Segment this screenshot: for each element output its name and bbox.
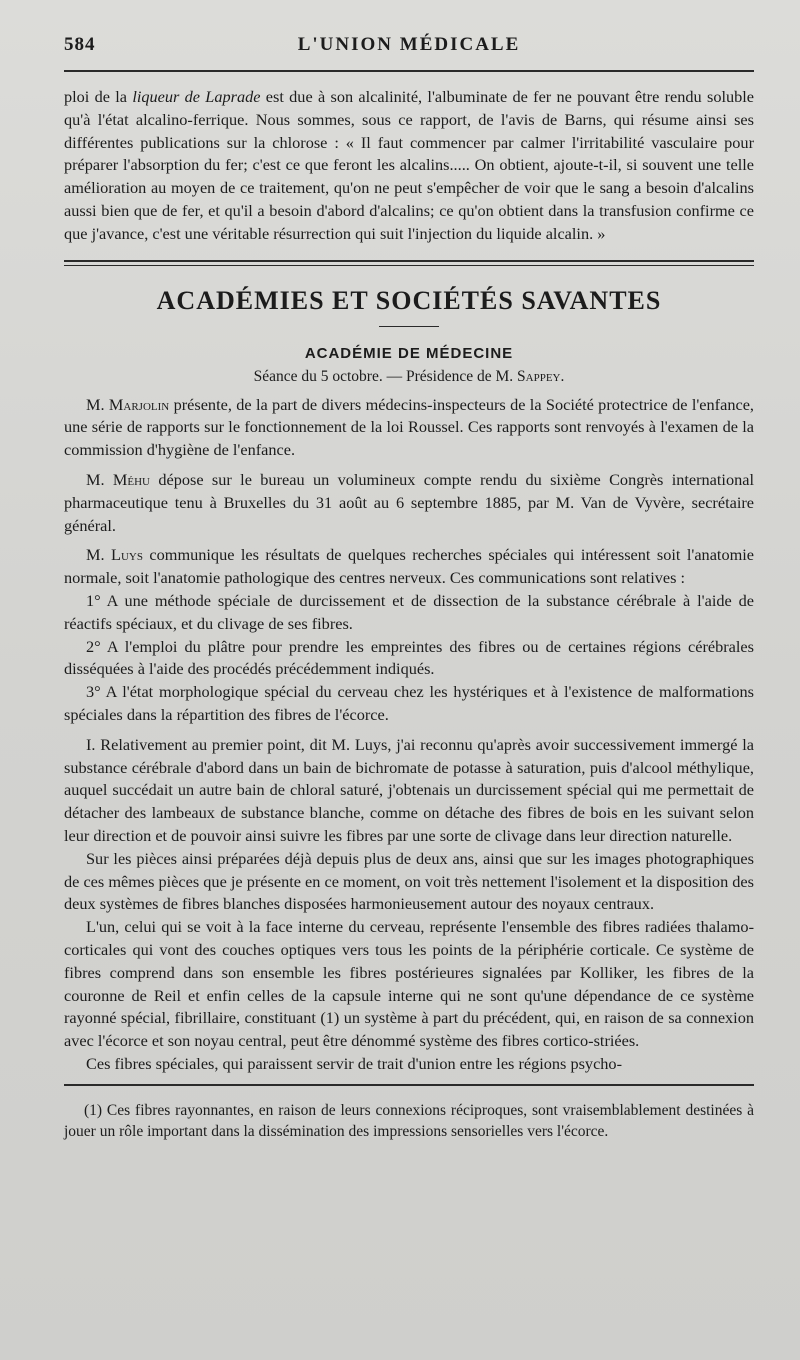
speaker-name: Marjolin [108,394,170,414]
footnote [64,1100,754,1142]
footnote-rule [64,1084,754,1086]
session-text: Séance du 5 octobre. — Présidence de M. [253,367,518,385]
text-run: M. [86,469,113,489]
body-paragraph: I. Relativement au premier point, dit M. Luys, j'ai reconnu qu'après avoir successivement immergé la substance cérébrale d'abord dans un bain de bichromate de potasse à saturation, puis d'alcool méthylique, auquel succédait un autre bain de chloral saturé, j'obtenais un durcissement spécial qui me permettait de détacher des lambeaux de substance blanche, comme on détache des fibres de bois en les suivant selon leur direction et de pouvoir ainsi suivre les fibres par une sorte de clivage dans leur direction naturelle. [64,734,754,845]
body-paragraph: L'un, celui qui se voit à la face interne du cerveau, représente l'ensemble des fibres radiées thalamo-corticales qui vont des couches optiques vers tous les points de la périphérie corticale. Ce système de fibres comprend dans son ensemble les fibres postérieures signalées par Kolliker, les fibres de la couronne de Reil et enfin celles de la capsule interne qui ne sont qu'une dépendance de ce système rayonné spécial, fibrillaire, constituant (1) un système à part du précédent, qui, en raison de sa connexion avec l'écorce et son noyau central, peut être dénommé système des fibres cortico-striées. [64,917,754,1051]
continuation-paragraph [64,86,754,246]
section-title: ACADÉMIES ET SOCIÉTÉS SAVANTES [156,285,662,315]
footnote-text: (1) Ces fibres rayonnantes, en raison de leurs connexions réciproques, sont vraisemblablement destinées à jouer un rôle important dans la dissémination des impressions sensorielles vers l'écorce. [64,1101,754,1140]
speaker-name: Luys [111,545,143,565]
luys-paragraph [64,544,754,590]
speaker-name: Méhu [112,469,150,489]
text-run: présente, de la part de divers médecins-inspecteurs de la Société protectrice de l'enfance, une série de rapports sur le fonctionnement de la loi Roussel. Ces rapports sont renvoyés à l'examen de la commission d'hygiène de l'enfance. [64,394,754,460]
text-run: M. [86,545,112,565]
text-run: M. [86,394,109,414]
session-punct: . [560,367,565,385]
academy-heading: ACADÉMIE DE MÉDECINE [304,344,514,362]
mehu-paragraph [64,469,754,537]
president-name: Sappey [517,367,561,385]
body-paragraph: Ces fibres spéciales, qui paraissent servir de trait d'union entre les régions psycho- [86,1053,622,1073]
running-header [64,30,754,60]
list-item: 1° A une méthode spéciale de durcissement et de dissection de la substance cérébrale à l'aide de réactifs spéciaux, et du clivage de ses fibres. [64,590,754,633]
numbered-list [64,590,754,727]
text-run: communique les résultats de quelques recherches spéciales qui intéressent soit l'anatomie normale, soit l'anatomie pathologique des centres nerveux. Ces communications sont relatives : [64,545,754,588]
body-paragraph: Sur les pièces ainsi préparées déjà depuis plus de deux ans, ainsi que sur les images photographiques de ces mêmes pièces que je présente en ce moment, on voit très nettement l'isolement et la disposition des deux systèmes de fibres blanches disposées harmonieusement autour des noyaux centraux. [64,848,754,914]
text-run: est due à son alcalinité, l'albuminate de fer ne pouvant être rendu soluble qu'à l'état alcalino-ferrique. Nous sommes, sous ce rapport, de l'avis de Barns, qui résume ainsi ses différentes publications sur la chlorose : « Il faut commencer par calmer l'irritabilité vasculaire pour préparer l'absorption du fer; c'est ce que feront les alcalins..... On obtient, ajoute-t-il, si souvent une telle amélioration au moyen de ce traitement, qu'on ne peut s'empêcher de voir que le sang a besoin d'alcalins aussi bien que de fer, et qu'il a besoin d'abord d'alcalins; ce qu'on obtient dans la transfusion confirme ce que j'avance, c'est une véritable résurrection qui suit l'injection du liquide alcalin. » [64,87,755,243]
journal-title: L'UNION MÉDICALE [297,34,521,55]
list-item: 2° A l'emploi du plâtre pour prendre les empreintes des fibres ou de certaines régions cérébrales disséquées à l'aide des procédés précédemment indiqués. [64,636,754,679]
session-line [64,368,754,386]
section-divider [64,260,754,266]
list-item: 3° A l'état morphologique spécial du cerveau chez les hystériques et à l'existence de malformations spéciales dans la répartition des fibres de l'écorce. [64,682,754,724]
header-rule [64,70,754,72]
text-run: dépose sur le bureau un volumineux compte rendu du sixième Congrès international pharmaceutique tenu à Bruxelles du 31 août au 6 septembre 1885, par M. Van de Vyvère, secrétaire général. [64,469,754,535]
marjolin-paragraph [64,394,754,462]
page-number: 584 [64,34,96,55]
title-rule [379,326,439,327]
text-run: ploi de la [64,87,133,106]
italic-term: liqueur de Laprade [132,87,261,106]
